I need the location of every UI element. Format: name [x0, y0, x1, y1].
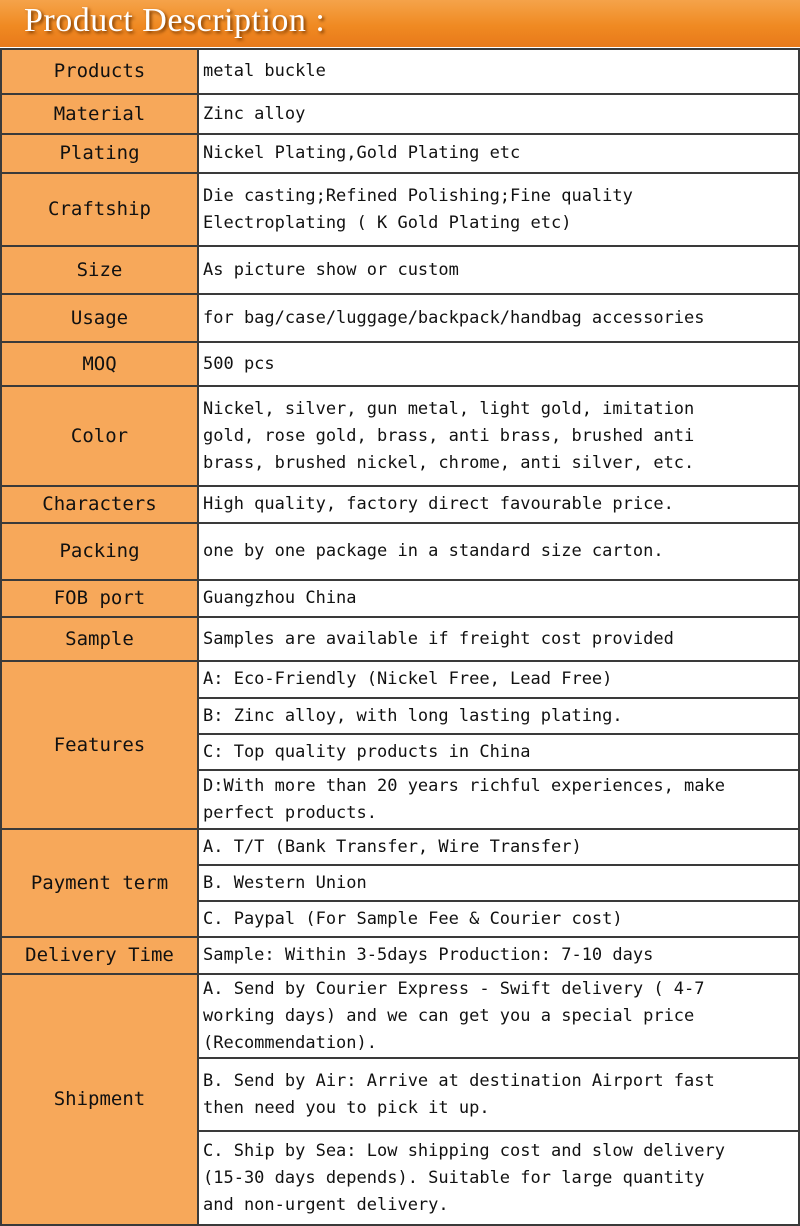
spec-value: [198, 698, 799, 734]
spec-value-line: perfect products.: [203, 802, 377, 823]
spec-row-craftship: [1, 173, 799, 246]
spec-value-line: C. Paypal (For Sample Fee & Courier cost): [203, 908, 623, 929]
spec-value: [198, 661, 799, 698]
spec-value-line: As picture show or custom: [203, 259, 459, 280]
spec-value: [198, 1131, 799, 1225]
spec-label: Plating: [1, 134, 198, 173]
spec-value-line: A. Send by Courier Express - Swift delivery ( 4-7: [203, 978, 705, 999]
spec-label: Shipment: [1, 974, 198, 1225]
spec-value-line: metal buckle: [203, 61, 326, 81]
spec-value: [198, 974, 799, 1058]
spec-value-line: for bag/case/luggage/backpack/handbag accessories: [203, 307, 705, 328]
spec-label: Packing: [1, 523, 198, 580]
spec-value: [198, 770, 799, 829]
spec-row-shipment-1: [1, 974, 799, 1058]
spec-label: FOB port: [1, 580, 198, 617]
spec-label: Usage: [1, 294, 198, 342]
spec-value-line: Die casting;Refined Polishing;Fine quality: [203, 185, 633, 206]
spec-row-characters: [1, 486, 799, 523]
spec-value-line: and non-urgent delivery.: [203, 1194, 449, 1215]
spec-label: Craftship: [1, 173, 198, 246]
spec-value-line: Nickel Plating,Gold Plating etc: [203, 143, 521, 163]
spec-row-moq: [1, 342, 799, 386]
spec-row-size: [1, 246, 799, 294]
spec-value-line: B. Send by Air: Arrive at destination Airport fast: [203, 1070, 715, 1091]
spec-row-plating: [1, 134, 799, 173]
spec-label: Payment term: [1, 829, 198, 937]
spec-row-payment-term-1: [1, 829, 799, 865]
spec-row-sample: [1, 617, 799, 661]
spec-value-line: (15-30 days depends). Suitable for large quantity: [203, 1167, 705, 1188]
spec-value-line: gold, rose gold, brass, anti brass, brushed anti: [203, 425, 695, 446]
spec-label: Material: [1, 94, 198, 134]
spec-value: [198, 294, 799, 342]
page-title: Product Description :: [24, 2, 326, 39]
spec-label: Products: [1, 49, 198, 94]
spec-value-line: Nickel, silver, gun metal, light gold, imitation: [203, 398, 695, 419]
spec-value-line: brass, brushed nickel, chrome, anti silver, etc.: [203, 452, 695, 473]
spec-label: Delivery Time: [1, 937, 198, 974]
spec-value: [198, 134, 799, 173]
spec-label: Characters: [1, 486, 198, 523]
spec-value-line: B. Western Union: [203, 872, 367, 893]
spec-value: [198, 937, 799, 974]
spec-value-line: Zinc alloy: [203, 103, 306, 124]
spec-value: [198, 49, 799, 94]
spec-value-line: High quality, factory direct favourable price.: [203, 494, 674, 514]
spec-row-color: [1, 386, 799, 486]
spec-label: Features: [1, 661, 198, 829]
spec-value: [198, 523, 799, 580]
spec-value-line: Guangzhou China: [203, 588, 357, 608]
spec-value: [198, 386, 799, 486]
spec-value: [198, 580, 799, 617]
spec-row-delivery-time: [1, 937, 799, 974]
spec-value: [198, 486, 799, 523]
spec-row-products: [1, 49, 799, 94]
spec-row-packing: [1, 523, 799, 580]
spec-value-line: C: Top quality products in China: [203, 741, 531, 762]
spec-value-line: Sample: Within 3-5days Production: 7-10 days: [203, 945, 654, 965]
spec-label: Sample: [1, 617, 198, 661]
spec-value: [198, 617, 799, 661]
spec-value: [198, 1058, 799, 1131]
spec-value: [198, 829, 799, 865]
spec-row-usage: [1, 294, 799, 342]
spec-row-fob-port: [1, 580, 799, 617]
spec-table: [0, 48, 800, 1226]
spec-value-line: Samples are available if freight cost provided: [203, 628, 674, 649]
spec-value: [198, 865, 799, 901]
spec-value-line: one by one package in a standard size carton.: [203, 541, 664, 561]
spec-value-line: A: Eco-Friendly (Nickel Free, Lead Free): [203, 669, 613, 689]
spec-value-line: Electroplating ( K Gold Plating etc): [203, 212, 572, 233]
header-banner: [0, 0, 800, 47]
spec-value: [198, 173, 799, 246]
spec-value-line: then need you to pick it up.: [203, 1097, 490, 1118]
spec-value-line: A. T/T (Bank Transfer, Wire Transfer): [203, 836, 582, 857]
spec-value: [198, 246, 799, 294]
spec-value: [198, 94, 799, 134]
spec-value-line: D:With more than 20 years richful experiences, make: [203, 775, 725, 796]
spec-value: [198, 342, 799, 386]
spec-value-line: working days) and we can get you a special price: [203, 1005, 695, 1026]
spec-value: [198, 901, 799, 937]
spec-row-features-1: [1, 661, 799, 698]
spec-label: MOQ: [1, 342, 198, 386]
spec-label: Color: [1, 386, 198, 486]
spec-label: Size: [1, 246, 198, 294]
spec-value-line: 500 pcs: [203, 353, 275, 374]
spec-value-line: C. Ship by Sea: Low shipping cost and slow delivery: [203, 1140, 725, 1161]
spec-value: [198, 734, 799, 770]
spec-row-material: [1, 94, 799, 134]
spec-value-line: (Recommendation).: [203, 1032, 377, 1053]
spec-value-line: B: Zinc alloy, with long lasting plating.: [203, 705, 623, 726]
